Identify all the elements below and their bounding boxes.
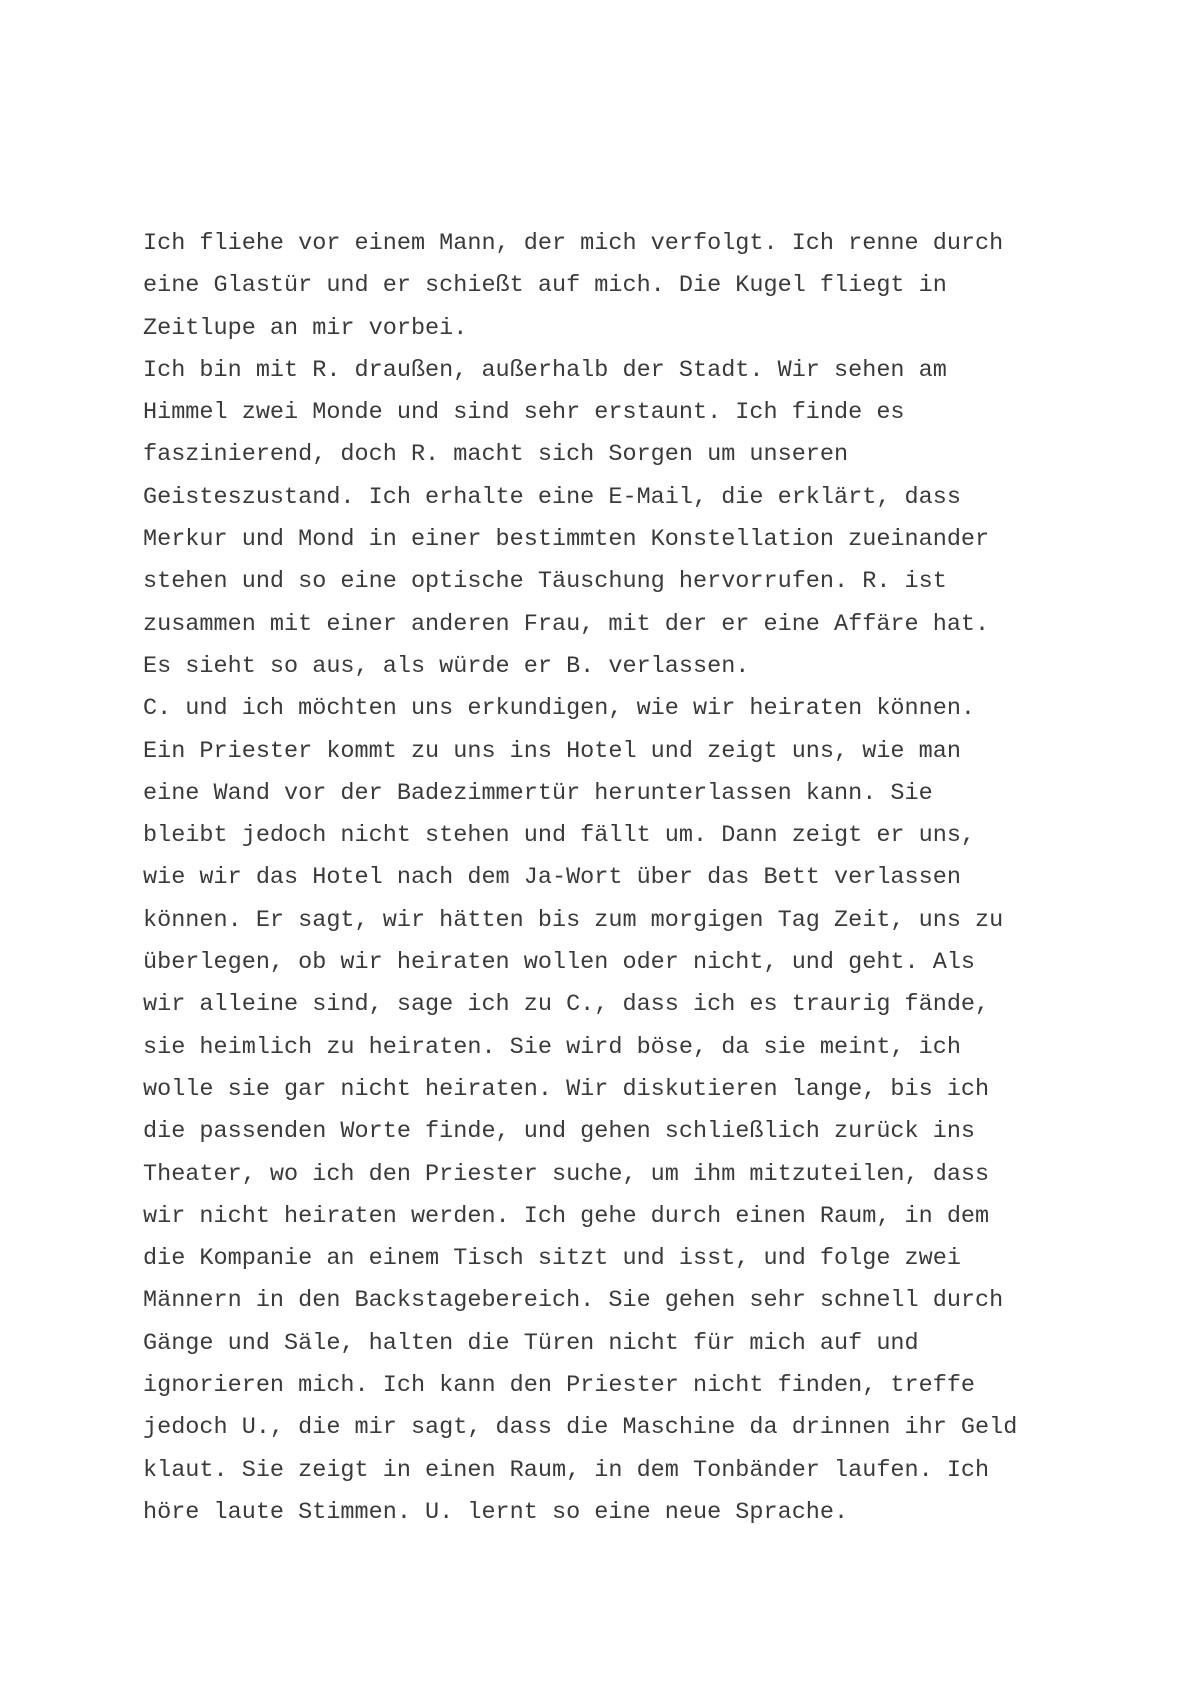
text-line: wir alleine sind, sage ich zu C., dass ich es traurig fände, [143,991,990,1019]
text-line: jedoch U., die mir sagt, dass die Maschine da drinnen ihr Geld [143,1414,1018,1442]
text-line: faszinierend, doch R. macht sich Sorgen um unseren [143,441,849,469]
text-line: klaut. Sie zeigt in einen Raum, in dem Tonbänder laufen. Ich [143,1456,990,1484]
text-line: höre laute Stimmen. U. lernt so eine neue Sprache. [143,1498,849,1526]
document-body-text [143,223,1153,1534]
text-line: C. und ich möchten uns erkundigen, wie wir heiraten können. [143,695,976,723]
text-line: Es sieht so aus, als würde er B. verlassen. [143,652,750,680]
text-line: sie heimlich zu heiraten. Sie wird böse, da sie meint, ich [143,1033,961,1061]
text-line: eine Glastür und er schießt auf mich. Die Kugel fliegt in [143,272,947,300]
text-line: zusammen mit einer anderen Frau, mit der er eine Affäre hat. [143,610,990,638]
text-line: Geisteszustand. Ich erhalte eine E-Mail, die erklärt, dass [143,483,961,511]
text-line: Gänge und Säle, halten die Türen nicht für mich auf und [143,1329,919,1357]
text-line: Zeitlupe an mir vorbei. [143,314,468,342]
text-line: überlegen, ob wir heiraten wollen oder nicht, und geht. Als [143,949,976,977]
text-line: Ich bin mit R. draußen, außerhalb der Stadt. Wir sehen am [143,356,947,384]
text-line: die Kompanie an einem Tisch sitzt und isst, und folge zwei [143,1245,961,1273]
text-line: können. Er sagt, wir hätten bis zum morgigen Tag Zeit, uns zu [143,906,1004,934]
text-line: wolle sie gar nicht heiraten. Wir diskutieren lange, bis ich [143,1075,990,1103]
text-line: eine Wand vor der Badezimmertür herunterlassen kann. Sie [143,779,933,807]
text-line: Ich fliehe vor einem Mann, der mich verfolgt. Ich renne durch [143,230,1004,257]
text-line: bleibt jedoch nicht stehen und fällt um. Dann zeigt er uns, [143,822,976,850]
text-line: stehen und so eine optische Täuschung hervorrufen. R. ist [143,568,947,596]
text-line: Theater, wo ich den Priester suche, um ihm mitzuteilen, dass [143,1160,990,1188]
text-line: Ein Priester kommt zu uns ins Hotel und zeigt uns, wie man [143,737,961,765]
text-line: wie wir das Hotel nach dem Ja-Wort über das Bett verlassen [143,864,961,892]
text-line: ignorieren mich. Ich kann den Priester nicht finden, treffe [143,1372,976,1400]
text-line: wir nicht heiraten werden. Ich gehe durch einen Raum, in dem [143,1202,990,1230]
text-line: die passenden Worte finde, und gehen schließlich zurück ins [143,1118,976,1146]
text-line: Himmel zwei Monde und sind sehr erstaunt. Ich finde es [143,399,905,427]
text-line: Merkur und Mond in einer bestimmten Konstellation zueinander [143,526,990,554]
text-line: Männern in den Backstagebereich. Sie gehen sehr schnell durch [143,1287,1004,1315]
